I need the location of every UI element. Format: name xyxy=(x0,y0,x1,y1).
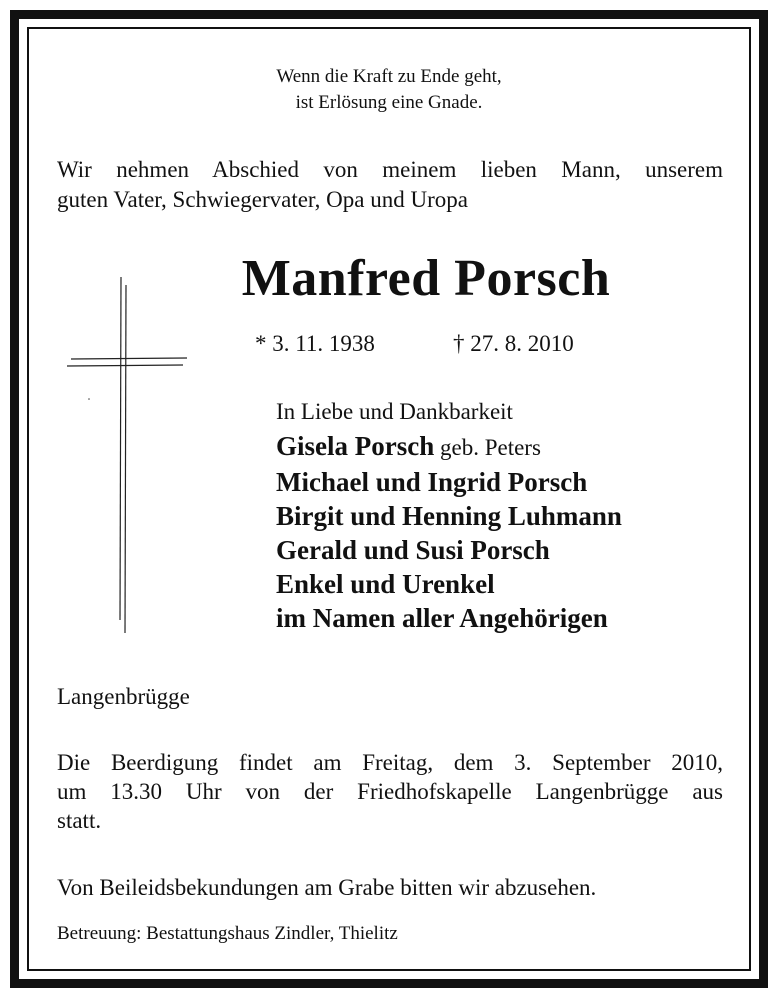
motto-line-1: Wenn die Kraft zu Ende geht, xyxy=(276,66,502,87)
cross-icon xyxy=(59,275,189,635)
intro-text xyxy=(57,155,723,215)
family-member: Enkel und Urenkel xyxy=(276,569,495,599)
spouse-row xyxy=(276,429,622,465)
family-member: Gerald und Susi Porsch xyxy=(276,535,550,565)
death-date: † 27. 8. 2010 xyxy=(453,331,574,356)
motto-line-2: ist Erlösung eine Gnade. xyxy=(295,92,483,113)
deceased-name: Manfred Porsch xyxy=(241,250,611,307)
spouse-maiden-name: geb. Peters xyxy=(439,435,541,460)
funeral-home-credit: Betreuung: Bestattungshaus Zindler, Thielitz xyxy=(57,923,398,944)
family-member: Birgit und Henning Luhmann xyxy=(276,501,622,531)
funeral-line-1: Die Beerdigung findet am Freitag, dem 3. September 2010, xyxy=(57,750,723,775)
motto xyxy=(29,64,749,116)
place-name: Langenbrügge xyxy=(57,684,190,709)
obituary-frame-outer xyxy=(10,10,768,988)
condolences-note: Von Beileidsbekundungen am Grabe bitten wir abzusehen. xyxy=(57,875,597,900)
funeral-notice xyxy=(57,748,723,835)
family-member: Michael und Ingrid Porsch xyxy=(276,467,588,497)
family-member: im Namen aller Angehörigen xyxy=(276,603,608,633)
obituary-frame-inner xyxy=(27,27,751,971)
family-signature xyxy=(276,395,622,635)
family-intro: In Liebe und Dankbarkeit xyxy=(276,399,513,424)
spouse-name: Gisela Porsch xyxy=(276,431,435,461)
intro-line-1: Wir nehmen Abschied von meinem lieben Mann, unserem xyxy=(57,157,723,182)
birth-date: * 3. 11. 1938 xyxy=(255,331,375,356)
funeral-line-3: statt. xyxy=(57,808,102,833)
intro-line-2: guten Vater, Schwiegervater, Opa und Uropa xyxy=(57,187,468,212)
funeral-line-2: um 13.30 Uhr von der Friedhofskapelle Langenbrügge aus xyxy=(57,779,723,804)
